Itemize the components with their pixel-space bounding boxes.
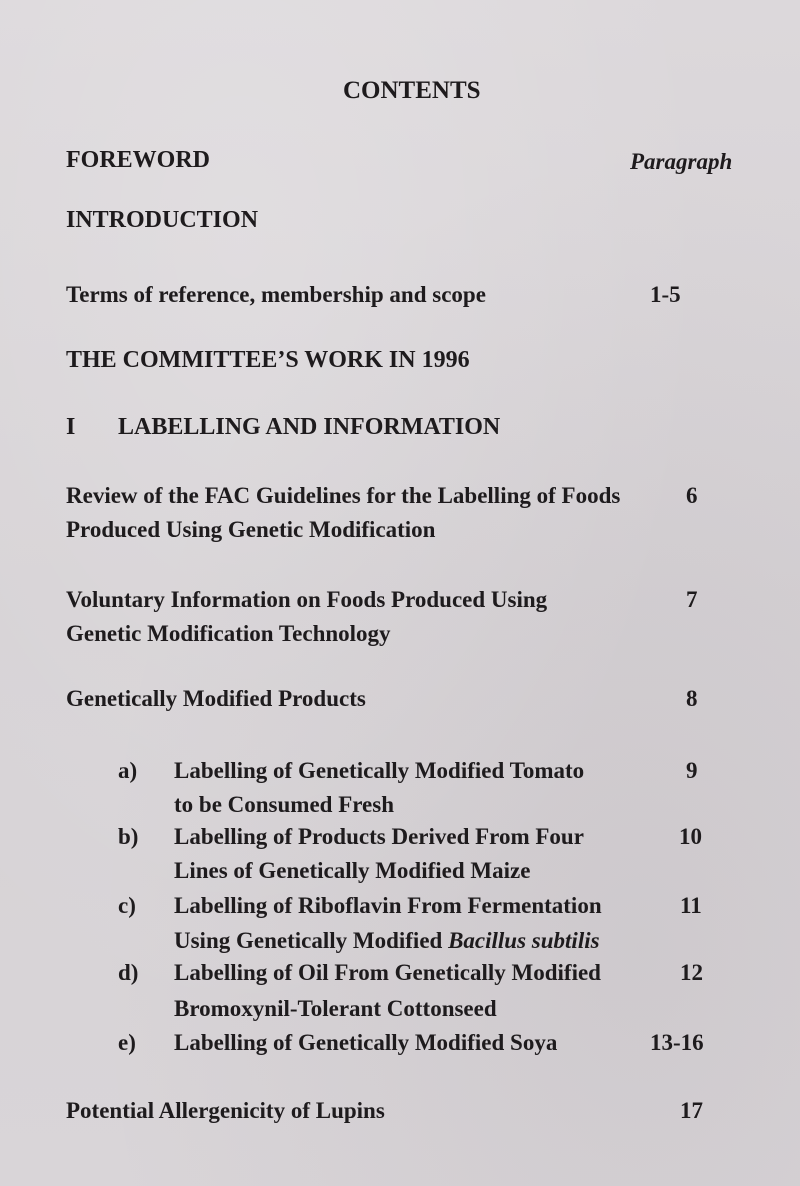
review-paragraph-number: 6 xyxy=(686,483,698,508)
section-1-title: LABELLING AND INFORMATION xyxy=(118,414,501,440)
subitem-letter: e) xyxy=(118,1030,136,1055)
subitem-line1: Labelling of Genetically Modified Soya xyxy=(174,1030,558,1055)
voluntary-entry-line1: Voluntary Information on Foods Produced Using xyxy=(66,587,548,612)
subitem-line1: Labelling of Products Derived From Four xyxy=(174,824,584,849)
review-entry-line1: Review of the FAC Guidelines for the Labelling of Foods xyxy=(66,483,621,508)
committee-work-heading: THE COMMITTEE’S WORK IN 1996 xyxy=(66,347,470,373)
subitem-line1: Labelling of Riboflavin From Fermentation xyxy=(174,893,602,918)
subitem-line1: Labelling of Genetically Modified Tomato xyxy=(174,758,585,783)
subitem-paragraph-number: 11 xyxy=(680,893,702,918)
subitem-paragraph-number: 10 xyxy=(679,824,702,849)
subitem-line1: Labelling of Oil From Genetically Modified xyxy=(174,960,601,985)
subitem-letter: a) xyxy=(118,758,138,783)
paragraph-column-header: Paragraph xyxy=(630,149,733,174)
introduction-heading: INTRODUCTION xyxy=(66,207,259,233)
subitem-letter: b) xyxy=(118,824,139,849)
subitem-line2: Bromoxynil-Tolerant Cottonseed xyxy=(174,996,497,1021)
subitem-letter: d) xyxy=(118,960,139,985)
subitem-paragraph-number: 12 xyxy=(680,960,703,985)
voluntary-entry-line2: Genetic Modification Technology xyxy=(66,621,391,646)
subitem-line2 xyxy=(174,929,600,952)
gm-products-paragraph-number: 8 xyxy=(686,686,698,711)
species-name: Bacillus subtilis xyxy=(448,928,600,953)
section-1-number: I xyxy=(66,414,76,440)
subitem-letter: c) xyxy=(118,893,136,918)
terms-paragraph-number: 1-5 xyxy=(650,282,681,307)
terms-of-reference-entry: Terms of reference, membership and scope xyxy=(66,282,486,307)
gm-products-entry: Genetically Modified Products xyxy=(66,686,366,711)
subitem-line2: Lines of Genetically Modified Maize xyxy=(174,858,531,883)
subitem-paragraph-number: 9 xyxy=(686,758,698,783)
subitem-line2: to be Consumed Fresh xyxy=(174,792,395,817)
foreword-heading: FOREWORD xyxy=(66,147,210,173)
voluntary-paragraph-number: 7 xyxy=(686,587,698,612)
subitem-line2-prefix: Using Genetically Modified xyxy=(174,928,449,953)
page-title: CONTENTS xyxy=(343,77,481,104)
lupins-entry: Potential Allergenicity of Lupins xyxy=(66,1098,385,1123)
review-entry-line2: Produced Using Genetic Modification xyxy=(66,517,436,542)
lupins-paragraph-number: 17 xyxy=(680,1098,703,1123)
subitem-paragraph-number: 13-16 xyxy=(650,1030,704,1055)
